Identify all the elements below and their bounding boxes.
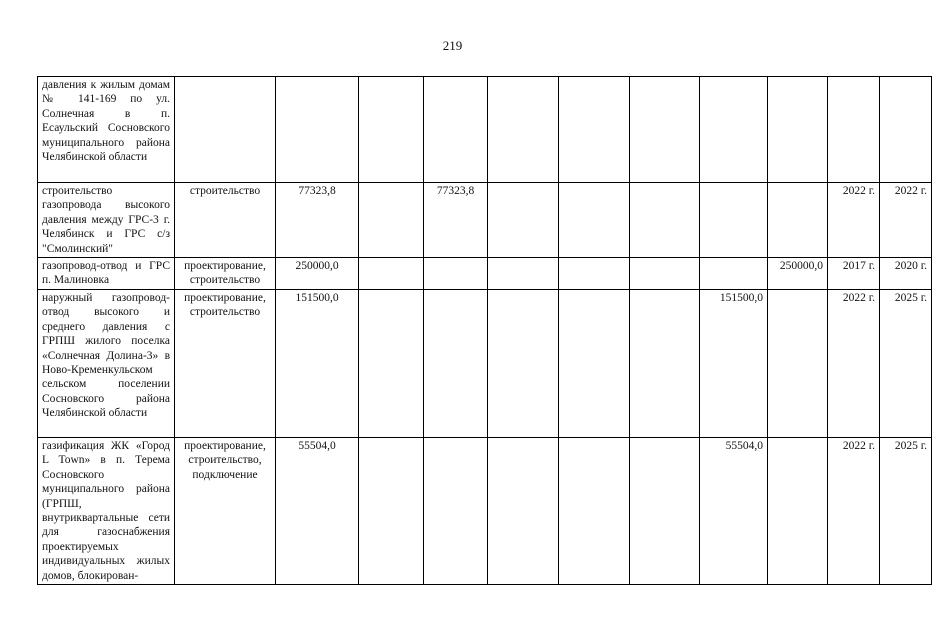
start-year bbox=[828, 77, 880, 183]
end-year bbox=[880, 77, 932, 183]
work-type bbox=[175, 77, 276, 183]
year-amount bbox=[559, 290, 630, 438]
work-type: строительство bbox=[175, 183, 276, 258]
total-amount: 151500,0 bbox=[276, 290, 359, 438]
year-amount bbox=[488, 258, 559, 290]
investment-table bbox=[37, 76, 932, 585]
start-year: 2022 г. bbox=[828, 183, 880, 258]
year-amount bbox=[359, 290, 424, 438]
year-amount bbox=[630, 290, 700, 438]
total-amount bbox=[276, 77, 359, 183]
year-amount bbox=[700, 183, 768, 258]
year-amount: 151500,0 bbox=[700, 290, 768, 438]
year-amount bbox=[559, 438, 630, 585]
year-amount: 55504,0 bbox=[700, 438, 768, 585]
year-amount bbox=[630, 77, 700, 183]
year-amount bbox=[768, 290, 828, 438]
year-amount bbox=[559, 77, 630, 183]
total-amount: 77323,8 bbox=[276, 183, 359, 258]
table-row bbox=[38, 438, 932, 585]
year-amount bbox=[559, 258, 630, 290]
year-amount bbox=[630, 183, 700, 258]
end-year: 2025 г. bbox=[880, 290, 932, 438]
year-amount bbox=[768, 77, 828, 183]
year-amount bbox=[768, 438, 828, 585]
table-row bbox=[38, 258, 932, 290]
year-amount bbox=[424, 77, 488, 183]
table-row bbox=[38, 290, 932, 438]
total-amount: 250000,0 bbox=[276, 258, 359, 290]
year-amount: 250000,0 bbox=[768, 258, 828, 290]
year-amount bbox=[630, 258, 700, 290]
year-amount bbox=[488, 438, 559, 585]
object-description: газопровод-отвод и ГРС п. Малиновка bbox=[38, 258, 175, 290]
year-amount bbox=[488, 77, 559, 183]
year-amount bbox=[559, 183, 630, 258]
year-amount bbox=[359, 183, 424, 258]
year-amount bbox=[700, 77, 768, 183]
start-year: 2022 г. bbox=[828, 438, 880, 585]
start-year: 2017 г. bbox=[828, 258, 880, 290]
year-amount bbox=[424, 290, 488, 438]
year-amount bbox=[359, 438, 424, 585]
year-amount bbox=[700, 258, 768, 290]
start-year: 2022 г. bbox=[828, 290, 880, 438]
page-number: 219 bbox=[442, 38, 463, 53]
year-amount bbox=[630, 438, 700, 585]
work-type: проектирование, строительство bbox=[175, 258, 276, 290]
table-row bbox=[38, 77, 932, 183]
end-year: 2025 г. bbox=[880, 438, 932, 585]
year-amount bbox=[359, 258, 424, 290]
year-amount bbox=[768, 183, 828, 258]
total-amount: 55504,0 bbox=[276, 438, 359, 585]
object-description: наружный газопровод-отвод высокого и среднего давления с ГРПШ жилого поселка «Солнечная Долина-3» в Ново-Кременкульском сельском поселении Сосновского района Челябинской области bbox=[38, 290, 175, 438]
table-row bbox=[38, 183, 932, 258]
end-year: 2022 г. bbox=[880, 183, 932, 258]
year-amount bbox=[424, 258, 488, 290]
year-amount: 77323,8 bbox=[424, 183, 488, 258]
year-amount bbox=[488, 183, 559, 258]
year-amount bbox=[359, 77, 424, 183]
end-year: 2020 г. bbox=[880, 258, 932, 290]
year-amount bbox=[424, 438, 488, 585]
year-amount bbox=[488, 290, 559, 438]
object-description: строительство газопровода высокого давления между ГРС-3 г. Челябинск и ГРС с/з "Смолинский" bbox=[38, 183, 175, 258]
object-description: газификация ЖК «Город L Town» в п. Терема Сосновского муниципального района (ГРПШ, внутриквартальные сети для газоснабжения проектируемых индивидуальных жилых домов, блокирован- bbox=[38, 438, 175, 585]
object-description: давления к жилым домам № 141-169 по ул. Солнечная в п. Есаульский Сосновского муниципального района Челябинской области bbox=[38, 77, 175, 183]
work-type: проектирование, строительство, подключение bbox=[175, 438, 276, 585]
work-type: проектирование, строительство bbox=[175, 290, 276, 438]
